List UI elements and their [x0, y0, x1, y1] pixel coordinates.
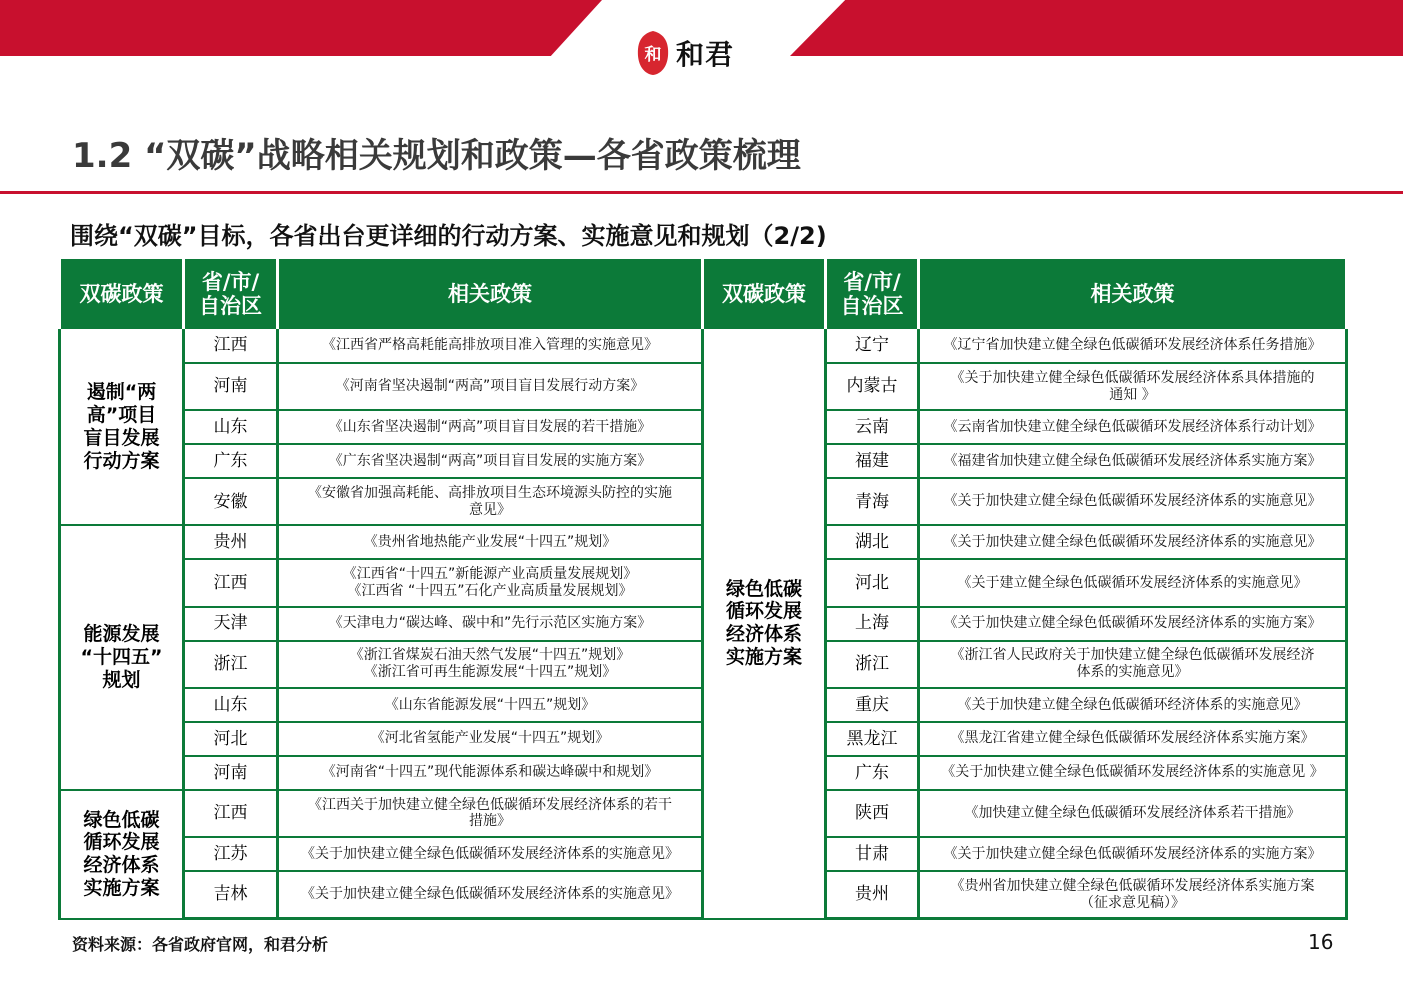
policy-cell [278, 688, 703, 722]
province-cell: 贵州 [826, 871, 919, 919]
province-cell: 江西 [184, 559, 278, 606]
text-line: 《关于加快建立健全绿色低碳循环发展经济体系的实施意见》 [301, 845, 679, 862]
text-line: 《关于加快建立健全绿色低碳循环发展经济体系的实施意见》 [943, 534, 1322, 550]
text-line: 措施》 [469, 813, 511, 830]
policy-cell [919, 410, 1347, 444]
policy-cell [278, 444, 703, 478]
header-province-right: 省/市/ 自治区 [826, 259, 919, 329]
text-line: 意见》 [469, 501, 511, 518]
source-note: 资料来源：各省政府官网，和君分析 [72, 935, 329, 954]
text-line: 《云南省加快建立健全绿色低碳循环发展经济体系行动计划》 [943, 418, 1322, 435]
text-line: 绿色低碳 [725, 577, 802, 600]
text-line: 《山东省能源发展“十四五”规划》 [384, 696, 596, 713]
text-line: 《黑龙江省建立健全绿色低碳循环发展经济体系实施方案》 [950, 730, 1315, 747]
policy-cell [919, 559, 1347, 606]
text-line: （征求意见稿）》 [1080, 894, 1185, 911]
policy-cell [278, 722, 703, 756]
category-label [77, 623, 167, 691]
text-line: 《江西省严格高耗能高排放项目准入管理的实施意见》 [322, 337, 658, 354]
text-line: 《江西省“十四五”新能源产业高质量发展规划》 [342, 566, 638, 583]
text-line: 遏制“两 [86, 381, 157, 404]
category-cell [60, 525, 184, 789]
province-cell: 辽宁 [826, 329, 919, 363]
policy-cell [278, 641, 703, 688]
logo-text: 和君 [676, 38, 735, 71]
text-line: 循环发展 [725, 600, 802, 623]
policy-cell [919, 363, 1347, 410]
table-header-row [60, 259, 1347, 329]
province-cell: 江西 [184, 329, 278, 363]
page-title: 1.2 “双碳”战略相关规划和政策—各省政策梳理 [72, 136, 801, 176]
province-cell: 安徽 [184, 478, 278, 525]
logo-seal-char: 和 [644, 45, 662, 65]
text-line: 《福建省加快建立健全绿色低碳循环发展经济体系实施方案》 [943, 452, 1322, 469]
text-line: 《辽宁省加快建立健全绿色低碳循环发展经济体系任务措施》 [943, 337, 1322, 354]
province-cell: 湖北 [826, 525, 919, 559]
policy-cell [919, 478, 1347, 525]
province-cell: 青海 [826, 478, 919, 525]
text-line: 《加快建立健全绿色低碳循环发展经济体系若干措施》 [964, 805, 1301, 821]
text-line: 《浙江省人民政府关于加快建立健全绿色低碳循环发展经济 [950, 647, 1315, 664]
province-cell: 山东 [184, 688, 278, 722]
policy-cell [278, 329, 703, 363]
province-cell: 江苏 [184, 837, 278, 871]
province-cell: 天津 [184, 607, 278, 641]
text-line: 《关于加快建立健全绿色低碳循环发展经济体系的实施方案》 [943, 615, 1322, 632]
text-line: 经济体系 [725, 623, 802, 646]
province-cell: 内蒙古 [826, 363, 919, 410]
policy-table [58, 259, 1348, 920]
text-line: 《河南省坚决遏制“两高”项目盲目发展行动方案》 [335, 378, 645, 395]
category-cell [60, 329, 184, 525]
policy-cell [278, 837, 703, 871]
policy-cell [278, 607, 703, 641]
title-divider [0, 191, 1403, 194]
category-cell [60, 790, 184, 919]
province-cell: 上海 [826, 607, 919, 641]
text-line: 《安徽省加强高耗能、高排放项目生态环境源头防控的实施 [308, 484, 672, 501]
header-banner-left [0, 0, 602, 56]
province-cell: 广东 [184, 444, 278, 478]
table-row [60, 329, 1347, 363]
category-label [722, 578, 806, 669]
text-line: 《贵州省加快建立健全绿色低碳循环发展经济体系实施方案 [950, 877, 1315, 894]
province-cell: 浙江 [184, 641, 278, 688]
text-line: 《浙江省可再生能源发展“十四五”规划》 [363, 664, 617, 681]
policy-cell [919, 688, 1347, 722]
text-line: 《江西省 “十四五”石化产业高质量发展规划》 [347, 583, 633, 600]
policy-cell [919, 641, 1347, 688]
policy-cell [919, 756, 1347, 790]
policy-cell [278, 790, 703, 837]
province-cell: 河南 [184, 363, 278, 410]
province-cell: 山东 [184, 410, 278, 444]
policy-cell [919, 444, 1347, 478]
text-line: 《关于加快建立健全绿色低碳循环发展经济体系的实施方案》 [943, 845, 1322, 862]
text-line: 《江西关于加快建立健全绿色低碳循环发展经济体系的若干 [308, 796, 672, 813]
policy-cell [919, 837, 1347, 871]
province-cell: 吉林 [184, 871, 278, 919]
logo-seal-icon [636, 30, 670, 76]
province-cell: 广东 [826, 756, 919, 790]
category-label [77, 381, 167, 472]
brand-logo [636, 30, 734, 76]
text-line: 实施方案 [725, 646, 802, 669]
header-banner-right [790, 0, 1403, 56]
text-line: 《河南省“十四五”现代能源体系和碳达峰碳中和规划》 [321, 764, 659, 781]
policy-cell [919, 525, 1347, 559]
header-policy-left: 相关政策 [278, 259, 703, 329]
text-line: 《关于加快建立健全绿色低碳循环发展经济体系的实施意见 》 [941, 764, 1324, 781]
province-cell: 黑龙江 [826, 722, 919, 756]
category-cell [703, 329, 826, 919]
header-policy-right: 相关政策 [919, 259, 1347, 329]
policy-cell [278, 478, 703, 525]
policy-cell [278, 756, 703, 790]
header-category-left: 双碳政策 [60, 259, 184, 329]
text-line: 《天津电力“碳达峰、碳中和”先行示范区实施方案》 [328, 615, 652, 632]
province-cell: 河北 [826, 559, 919, 606]
text-line: 能源发展 [83, 623, 160, 646]
policy-cell [919, 790, 1347, 837]
text-line: 行动方案 [83, 449, 160, 472]
text-line: 《山东省坚决遏制“两高”项目盲目发展的若干措施》 [328, 418, 652, 435]
province-cell: 河南 [184, 756, 278, 790]
text-line: 经济体系 [83, 854, 160, 877]
text-line: “十四五” [80, 646, 163, 669]
province-cell: 江西 [184, 790, 278, 837]
policy-cell [278, 410, 703, 444]
text-line: 《关于建立健全绿色低碳循环发展经济体系的实施意见》 [957, 574, 1308, 591]
page-number: 16 [1308, 930, 1334, 954]
policy-cell [278, 871, 703, 919]
policy-table-body [60, 329, 1347, 919]
header-category-right: 双碳政策 [703, 259, 826, 329]
policy-cell [919, 607, 1347, 641]
text-line: 循环发展 [83, 831, 160, 854]
text-line: 绿色低碳 [83, 808, 160, 831]
text-line: 规划 [102, 668, 141, 691]
policy-cell [278, 525, 703, 559]
policy-cell [919, 871, 1347, 919]
province-cell: 福建 [826, 444, 919, 478]
text-line: 《贵州省地热能产业发展“十四五”规划》 [363, 534, 617, 550]
province-cell: 贵州 [184, 525, 278, 559]
text-line: 盲目发展 [83, 426, 160, 449]
province-cell: 重庆 [826, 688, 919, 722]
category-label [77, 809, 167, 900]
policy-cell [919, 329, 1347, 363]
text-line: 实施方案 [83, 876, 160, 899]
text-line: 《关于加快建立健全绿色低碳循环发展经济体系的实施意见》 [943, 493, 1322, 510]
province-cell: 浙江 [826, 641, 919, 688]
text-line: 《关于加快建立健全绿色低碳循环发展经济体系的实施意见》 [301, 886, 679, 903]
province-cell: 河北 [184, 722, 278, 756]
text-line: 高”项目 [86, 403, 157, 426]
policy-cell [278, 559, 703, 606]
text-line: 《关于加快建立健全绿色低碳循环发展经济体系具体措施的 [950, 369, 1315, 386]
header-province-left: 省/市/ 自治区 [184, 259, 278, 329]
text-line: 《河北省氢能产业发展“十四五”规划》 [370, 730, 610, 747]
page-subtitle: 围绕“双碳”目标，各省出台更详细的行动方案、实施意见和规划（2/2) [70, 222, 827, 250]
text-line: 通知 》 [1109, 386, 1156, 403]
text-line: 《关于加快建立健全绿色低碳循环经济体系的实施意见》 [957, 696, 1308, 713]
policy-cell [919, 722, 1347, 756]
province-cell: 甘肃 [826, 837, 919, 871]
text-line: 体系的实施意见》 [1076, 664, 1189, 681]
province-cell: 陕西 [826, 790, 919, 837]
text-line: 《广东省坚决遏制“两高”项目盲目发展的实施方案》 [328, 452, 652, 469]
text-line: 《浙江省煤炭石油天然气发展“十四五”规划》 [349, 647, 631, 664]
province-cell: 云南 [826, 410, 919, 444]
policy-cell [278, 363, 703, 410]
